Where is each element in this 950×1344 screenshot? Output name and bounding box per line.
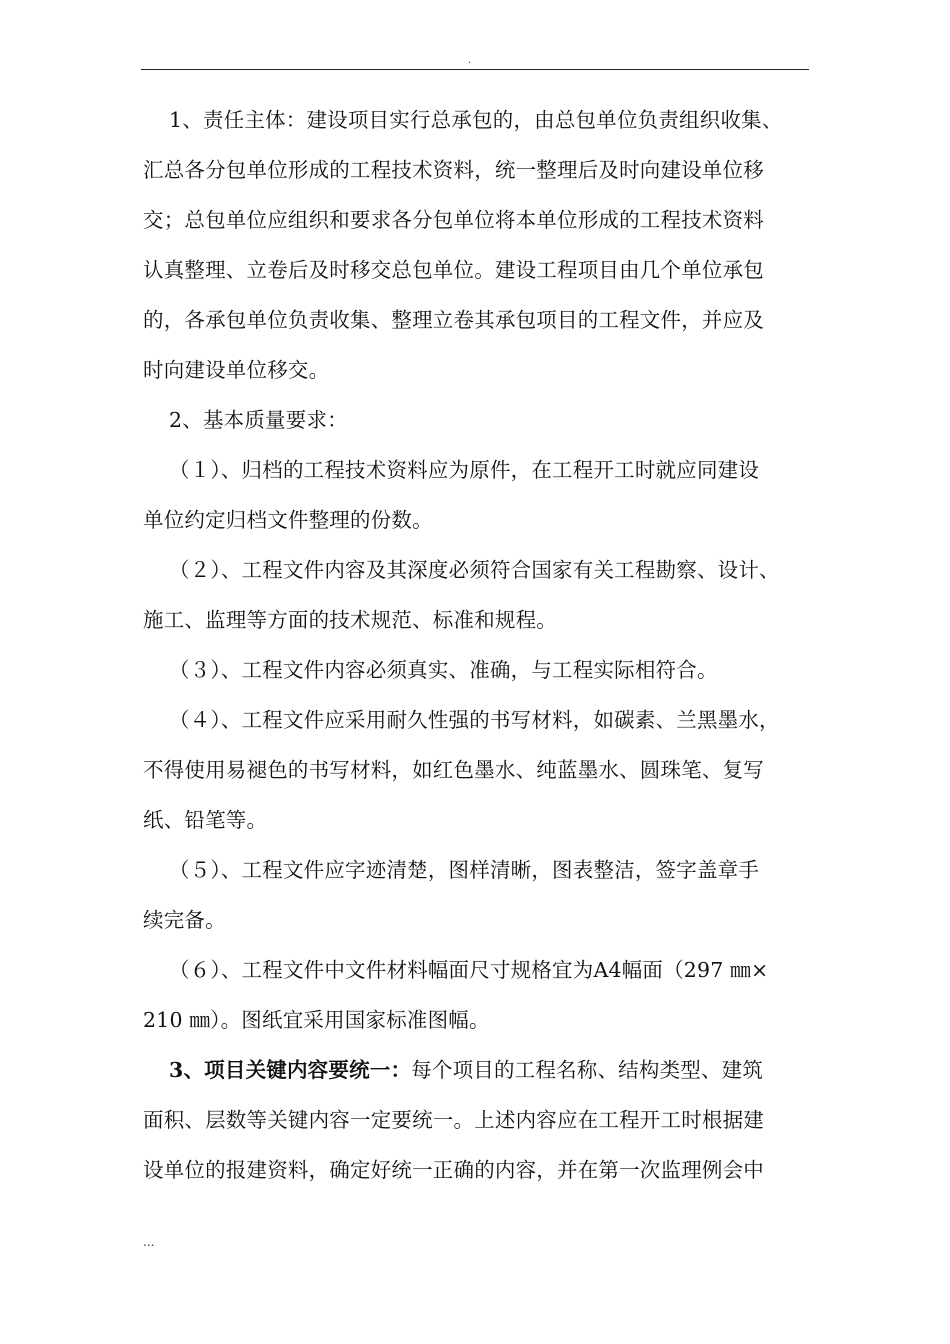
section-3-line-2: 面积、层数等关键内容一定要统一。上述内容应在工程开工时根据建	[143, 1108, 764, 1132]
item-6-line-1: （６）、工程文件中文件材料幅面尺寸规格宜为A4幅面（297 ㎜×	[169, 958, 769, 982]
section-3-line-3: 设单位的报建资料，确定好统一正确的内容，并在第一次监理例会中	[143, 1158, 764, 1182]
paragraph-1-line-3: 交；总包单位应组织和要求各分包单位将本单位形成的工程技术资料	[143, 208, 764, 232]
item-2-line-1: （２）、工程文件内容及其深度必须符合国家有关工程勘察、设计、	[169, 558, 780, 582]
item-5-line-2: 续完备。	[143, 908, 226, 932]
item-1-line-2: 单位约定归档文件整理的份数。	[143, 508, 433, 532]
item-1-line-1: （１）、归档的工程技术资料应为原件，在工程开工时就应同建设	[169, 458, 760, 482]
document-body	[143, 95, 811, 1195]
paragraph-1-line-1: 1、责任主体：建设项目实行总承包的，由总包单位负责组织收集、	[169, 108, 783, 132]
paragraph-1-line-6: 时向建设单位移交。	[143, 358, 330, 382]
header-mark: .	[468, 55, 472, 66]
section-2-heading: 2、基本质量要求：	[169, 408, 348, 432]
paragraph-1-line-2: 汇总各分包单位形成的工程技术资料，统一整理后及时向建设单位移	[143, 158, 764, 182]
item-2-line-2: 施工、监理等方面的技术规范、标准和规程。	[143, 608, 557, 632]
item-4-line-2: 不得使用易褪色的书写材料，如红色墨水、纯蓝墨水、圆珠笔、复写	[143, 758, 764, 782]
item-6-line-2: 210 ㎜）。图纸宜采用国家标准图幅。	[143, 1008, 490, 1032]
section-3-text: 每个项目的工程名称、结构类型、建筑	[411, 1058, 764, 1082]
item-3-line-1: （３）、工程文件内容必须真实、准确，与工程实际相符合。	[169, 658, 718, 682]
item-5-line-1: （５）、工程文件应字迹清楚，图样清晰，图表整洁，签字盖章手	[169, 858, 760, 882]
header-rule	[141, 69, 809, 70]
paragraph-1-line-5: 的，各承包单位负责收集、整理立卷其承包项目的工程文件，并应及	[143, 308, 764, 332]
paragraph-1-line-4: 认真整理、立卷后及时移交总包单位。建设工程项目由几个单位承包	[143, 258, 764, 282]
item-4-line-1: （４）、工程文件应采用耐久性强的书写材料，如碳素、兰黑墨水，	[169, 708, 780, 732]
section-3-heading: 3、项目关键内容要统一：	[169, 1058, 412, 1082]
footer-mark: ...	[143, 1235, 155, 1249]
item-4-line-3: 纸、铅笔等。	[143, 808, 268, 832]
section-3-line-1	[143, 1045, 811, 1095]
